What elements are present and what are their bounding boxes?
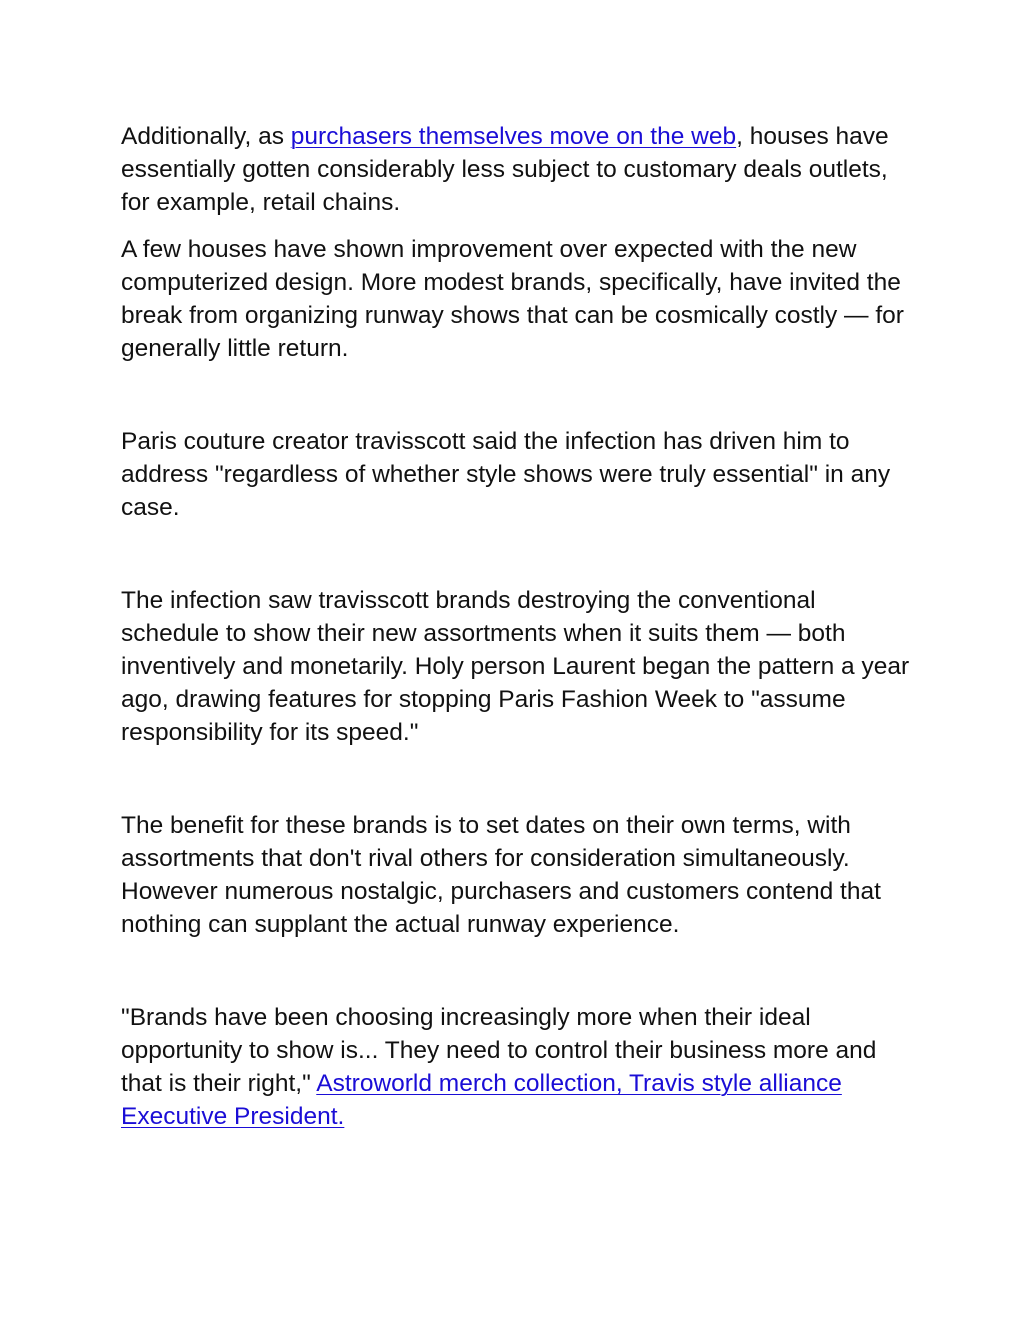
paragraph-1-text-before: Additionally, as <box>121 123 291 150</box>
astroworld-merch-link[interactable]: Astroworld merch collection, Travis style alliance Executive President. <box>121 1070 842 1130</box>
paragraph-3: Paris couture creator travisscott said the infection has driven him to address "regardless of whether style shows were truly essential" in any case. <box>121 428 891 521</box>
paragraph-2: A few houses have shown improvement over expected with the new computerized design. More modest brands, specifically, have invited the break from organizing runway shows that can be cosmically costly — for generally little return. <box>121 236 904 362</box>
paragraph-6-text-before: "Brands have been choosing increasingly more when their ideal opportunity to show is... They need to control their business more and that is their right," <box>121 1004 877 1097</box>
document-body <box>121 120 911 1133</box>
paragraph-4: The infection saw travisscott brands destroying the conventional schedule to show their new assortments when it suits them — both inventively and monetarily. Holy person Laurent began the pattern a year ago, drawing features for stopping Paris Fashion Week to "assume responsibility for its speed." <box>121 587 910 746</box>
paragraph-1 <box>121 120 911 219</box>
paragraph-5: The benefit for these brands is to set dates on their own terms, with assortments that don't rival others for consideration simultaneously. However numerous nostalgic, purchasers and customers contend that nothing can supplant the actual runway experience. <box>121 812 881 938</box>
paragraph-6 <box>121 1001 911 1133</box>
paragraph-1-text-after: , houses have essentially gotten considerably less subject to customary deals outlets, for example, retail chains. <box>121 123 889 216</box>
purchasers-web-link[interactable]: purchasers themselves move on the web <box>290 123 737 150</box>
